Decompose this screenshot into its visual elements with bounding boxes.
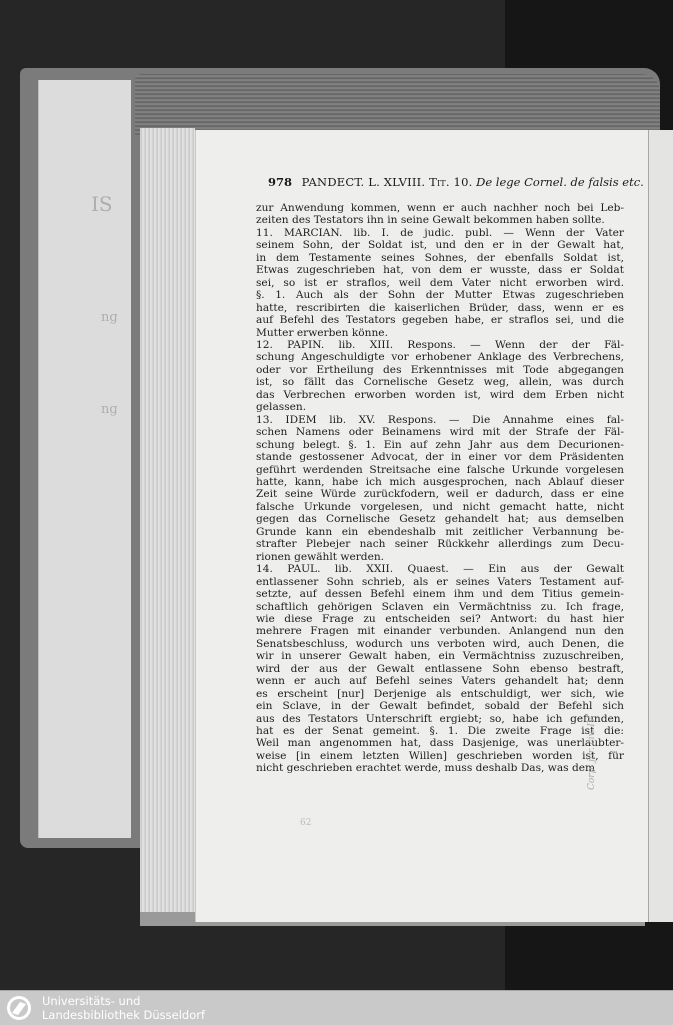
text-line: seinem Sohn, der Soldat ist, und den er in der Gewalt hat, — [256, 239, 624, 252]
text-line: zur Anwendung kommen, wenn er auch nachher noch bei Leb- — [256, 202, 624, 214]
text-line: wenn er auch auf Befehl seines Vaters gehandelt hat; denn — [256, 675, 624, 688]
text-line: Zeit seine Würde zurückfodern, weil er dadurch, dass er eine — [256, 488, 624, 501]
text-line: rionen gewählt werden. — [256, 550, 385, 563]
text-line: nicht geschrieben erachtet werde, muss deshalb Das, was dem — [256, 762, 596, 775]
text-line: strafter Plebejer nach seiner Rückkehr allerdings zum Decu- — [256, 538, 624, 551]
margin-note: Corp. jur. civ. IV. — [587, 715, 597, 790]
text-line: hatte, kann, habe ich mich ausgesprochen, nach Ablauf dieser — [256, 475, 624, 488]
running-subtitle: De lege Cornel. de falsis etc. — [476, 175, 644, 189]
text-line: wie diese Frage zu entscheiden sei? Antwort: du hast hier — [256, 612, 624, 625]
text-line: 12. PAPIN. lib. XIII. Respons. — Wenn der der Fäl- — [256, 338, 624, 351]
left-page — [38, 80, 131, 838]
library-name-line1: Universitäts- und — [42, 994, 141, 1008]
running-header — [268, 175, 644, 189]
page-block-top — [135, 74, 660, 136]
library-name — [42, 994, 205, 1022]
left-page-mark: ng — [101, 310, 118, 325]
text-line: es erscheint [nur] Derjenige als entschuldigt, wer sich, wie — [256, 687, 624, 700]
next-page-edge — [648, 130, 673, 922]
page-block-edge — [140, 128, 195, 920]
text-line: Etwas zugeschrieben hat, von dem er wusste, dass er Soldat — [256, 264, 624, 277]
library-name-line2: Landesbibliothek Düsseldorf — [42, 1008, 206, 1022]
text-line: ist, so fällt das Cornelische Gesetz weg, allein, was durch — [256, 376, 624, 389]
faint-number: 62 — [300, 818, 312, 828]
text-line: ein Sclave, in der Gewalt befindet, sobald der Befehl sich — [256, 700, 624, 713]
library-footer — [0, 990, 673, 1025]
text-line: Grunde kann ein ebendeshalb mit zeitlicher Verbannung be- — [256, 525, 624, 538]
text-line: schung belegt. §. 1. Ein auf zehn Jahr aus dem Decurionen- — [256, 438, 624, 451]
text-line: wir in unserer Gewalt haben, ein Vermächtniss zuzuschreiben, — [256, 650, 624, 663]
text-line: hatte, rescribirten die kaiserlichen Brüder, dass, wenn er es — [256, 301, 624, 314]
text-line: 14. PAUL. lib. XXII. Quaest. — Ein aus der Gewalt — [256, 563, 624, 576]
left-page-mark: IS — [91, 192, 113, 216]
text-line: §. 1. Auch als der Sohn der Mutter Etwas zugeschrieben — [256, 289, 624, 302]
page-text — [256, 202, 624, 775]
text-line: aus des Testators Unterschrift ergiebt; so, habe ich gefunden, — [256, 712, 624, 725]
left-page-mark: ng — [101, 402, 118, 417]
text-line: 13. IDEM lib. XV. Respons. — Die Annahme eines fal- — [256, 413, 624, 426]
text-line: geführt werdenden Streitsache eine falsche Urkunde vorgelesen — [256, 463, 624, 476]
text-line: zeiten des Testators ihn in seine Gewalt bekommen haben sollte. — [256, 214, 605, 227]
text-line: gelassen. — [256, 401, 307, 414]
text-line: schung Angeschuldigte vor erhobener Anklage des Verbrechens, — [256, 351, 624, 364]
text-line: sei, so ist er straflos, weil dem Vater nicht erworben wird. — [256, 276, 624, 289]
text-line: weise [in einem letzten Willen] geschrieben worden ist, für — [256, 749, 624, 762]
text-line: auf Befehl des Testators gegeben habe, er straflos sei, und die — [256, 314, 624, 327]
text-line: stande gestossener Advocat, der in einer vor dem Präsidenten — [256, 451, 624, 464]
text-line: Weil man angenommen hat, dass Dasjenige, was unerlaubter- — [256, 737, 624, 750]
text-line: schen Namens oder Beinamens wird mit der Strafe der Fäl- — [256, 426, 624, 439]
text-line: wird der aus der Gewalt entlassene Sohn ebenso bestraft, — [256, 662, 624, 675]
text-line: entlassener Sohn schrieb, als er seines Vaters Testament auf- — [256, 575, 624, 588]
text-line: Senatsbeschluss, wodurch uns verboten wird, auch Denen, die — [256, 637, 624, 650]
page-number: 978 — [268, 175, 293, 189]
text-line: 11. MARCIAN. lib. I. de judic. publ. — Wenn der Vater — [256, 226, 624, 239]
text-line: mehrere Fragen mit einander verbunden. Anlangend nun den — [256, 625, 624, 638]
text-line: setzte, auf dessen Befehl einem ihm und dem Titius gemein- — [256, 588, 624, 601]
text-line: falsche Urkunde vorgelesen, und nicht gemacht hatte, nicht — [256, 500, 624, 513]
text-line: schaftlich gehörigen Sclaven ein Vermächtniss zu. Ich frage, — [256, 600, 624, 613]
text-line: das Verbrechen erworben worden ist, wird dem Erben nicht — [256, 388, 624, 401]
text-line: hat es der Senat gemeint. §. 1. Die zweite Frage ist die: — [256, 725, 624, 738]
text-line: in dem Testamente seines Sohnes, der ebenfalls Soldat ist, — [256, 251, 624, 264]
text-line: gegen das Cornelische Gesetz gehandelt hat; aus demselben — [256, 513, 624, 526]
ulb-logo-icon — [6, 995, 32, 1021]
text-line: Mutter erwerben könne. — [256, 326, 388, 339]
text-line: oder vor Ertheilung des Erkenntnisses mit Tode abgegangen — [256, 363, 624, 376]
running-title: PANDECT. L. XLVIII. Tit. 10. — [301, 175, 473, 189]
